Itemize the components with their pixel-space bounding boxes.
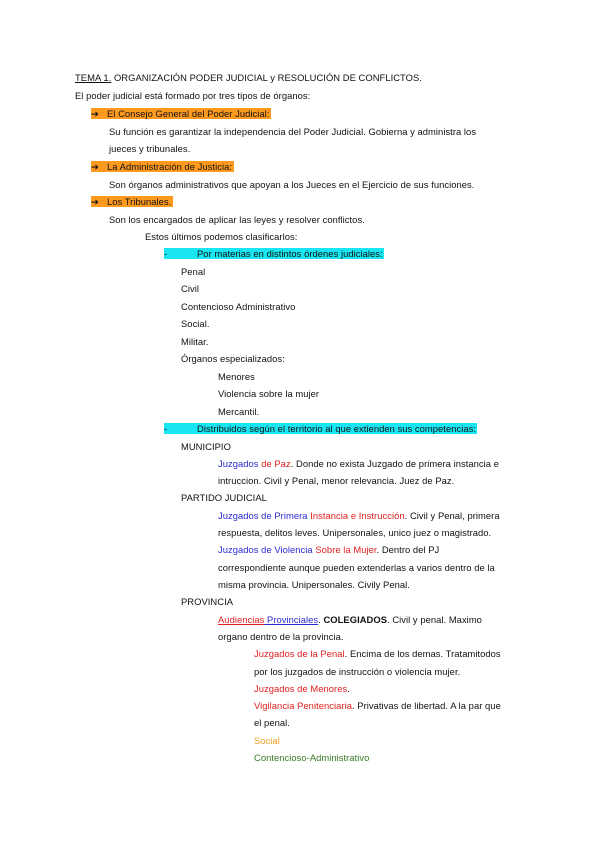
matter-heading-text: Por materias en distintos órdenes judiciales: [197, 248, 383, 259]
tema-label: TEMA 1. [75, 72, 112, 83]
primera-instancia-desc: . Civil y Penal, primera [404, 510, 500, 521]
organ-1-title: El Consejo General del Poder Judicial: [107, 108, 270, 119]
penal-desc: . Encima de los demas. Tratamitodos [344, 648, 501, 659]
matter-item: Militar. [181, 336, 209, 347]
juzgados-violencia-label: Juzgados de Violencia [218, 544, 313, 555]
classify-intro: Estos últimos podemos clasificarlos: [145, 231, 298, 242]
juzgados-menores-label: Juzgados de Menores [254, 683, 348, 694]
specialized-item: Menores [218, 371, 255, 382]
juzgados-paz-line-2: intruccion. Civil y Penal, menor relevancia. Juez de Paz. [218, 475, 455, 486]
audiencias-desc: . Civil y penal. Maximo [387, 614, 482, 625]
audiencias-line-2: organo dentro de la provincia. [218, 631, 344, 642]
organ-2-heading [91, 160, 234, 173]
organ-3-title: Los Tribunales. [107, 196, 172, 207]
violencia-line-3: misma provincia. Unipersonales. Civily Penal. [218, 579, 410, 590]
audiencias-label: Audiencias [218, 614, 265, 625]
audiencias-sep: . [318, 614, 324, 625]
de-paz-label: de Paz [258, 458, 291, 469]
matter-item: Contencioso Administrativo [181, 301, 296, 312]
matter-item: Social. [181, 318, 210, 329]
bullet-dash: - [164, 248, 168, 259]
organ-1-heading [91, 107, 271, 120]
provinciales-label: Provinciales [264, 614, 319, 625]
arrow-right-icon: ➔ [91, 108, 99, 119]
instancia-instruccion-label: Instancia e Instrucción [307, 510, 405, 521]
provincia-label: PROVINCIA [181, 596, 234, 607]
vigilancia-desc: . Privativas de libertad. A la par que [351, 700, 501, 711]
organ-1-desc-line-2: jueces y tribunales. [109, 143, 191, 154]
territory-heading-text: Distribuidos según el territorio al que extienden sus competencias: [197, 423, 477, 434]
organ-2-desc-line-1: Son órganos administrativos que apoyan a los Jueces en el Ejercicio de sus funciones. [109, 179, 475, 190]
partido-label: PARTIDO JUDICIAL [181, 492, 267, 503]
matter-item: Penal [181, 266, 206, 277]
juzgados-paz-line-1 [218, 457, 499, 470]
violencia-desc: . Dentro del PJ [376, 544, 440, 555]
specialized-item: Violencia sobre la mujer [218, 388, 320, 399]
municipio-label: MUNICIPIO [181, 441, 231, 452]
organ-1-desc-line-1: Su función es garantizar la independencia del Poder Judicial. Gobierna y administra los [109, 126, 477, 137]
juzgados-label: Juzgados [218, 458, 259, 469]
vigilancia-label: Vigilancia Penitenciaria [254, 700, 352, 711]
page-title [75, 71, 422, 84]
arrow-right-icon: ➔ [91, 161, 99, 172]
organ-3-heading [91, 195, 173, 208]
menores-dot: . [347, 683, 350, 694]
contencioso-label: Contencioso-Administrativo [254, 752, 370, 763]
primera-instancia-line-2: respuesta, delitos leves. Unipersonales, unico juez o magistrado. [218, 527, 492, 538]
matter-item: Civil [181, 283, 199, 294]
juzgados-primera-label: Juzgados de Primera [218, 510, 308, 521]
arrow-right-icon: ➔ [91, 196, 99, 207]
violencia-line-2: correspondiente aunque pueden extenderlas a varios dentro de la [218, 562, 495, 573]
organ-2-title: La Administración de Justicia: [107, 161, 232, 172]
menores-line [254, 682, 350, 695]
audiencias-line-1 [218, 613, 482, 626]
social-label: Social [254, 735, 280, 746]
specialized-item: Mercantil. [218, 406, 260, 417]
penal-line-2: por los juzgados de instrucción o violencia mujer. [254, 666, 461, 677]
juzgados-paz-desc: . Donde no exista Juzgado de primera instancia e [290, 458, 499, 469]
sobre-mujer-label: Sobre la Mujer [312, 544, 377, 555]
juzgados-penal-label: Juzgados de la Penal [254, 648, 345, 659]
matter-item: Órganos especializados: [181, 353, 285, 364]
penal-line-1 [254, 647, 501, 660]
violencia-line-1 [218, 543, 439, 556]
bullet-dash: - [164, 423, 168, 434]
colegiados-label: COLEGIADOS [323, 614, 388, 625]
matter-heading [164, 247, 384, 260]
vigilancia-line-2: el penal. [254, 717, 290, 728]
vigilancia-line-1 [254, 699, 501, 712]
territory-heading [164, 422, 477, 435]
intro-text: El poder judicial está formado por tres tipos de órganos: [75, 90, 311, 101]
primera-instancia-line-1 [218, 509, 500, 522]
tema-title: ORGANIZACIÓN PODER JUDICIAL y RESOLUCIÓN DE CONFLICTOS. [111, 72, 422, 83]
organ-3-desc-line-1: Son los encargados de aplicar las leyes y resolver conflictos. [109, 214, 365, 225]
